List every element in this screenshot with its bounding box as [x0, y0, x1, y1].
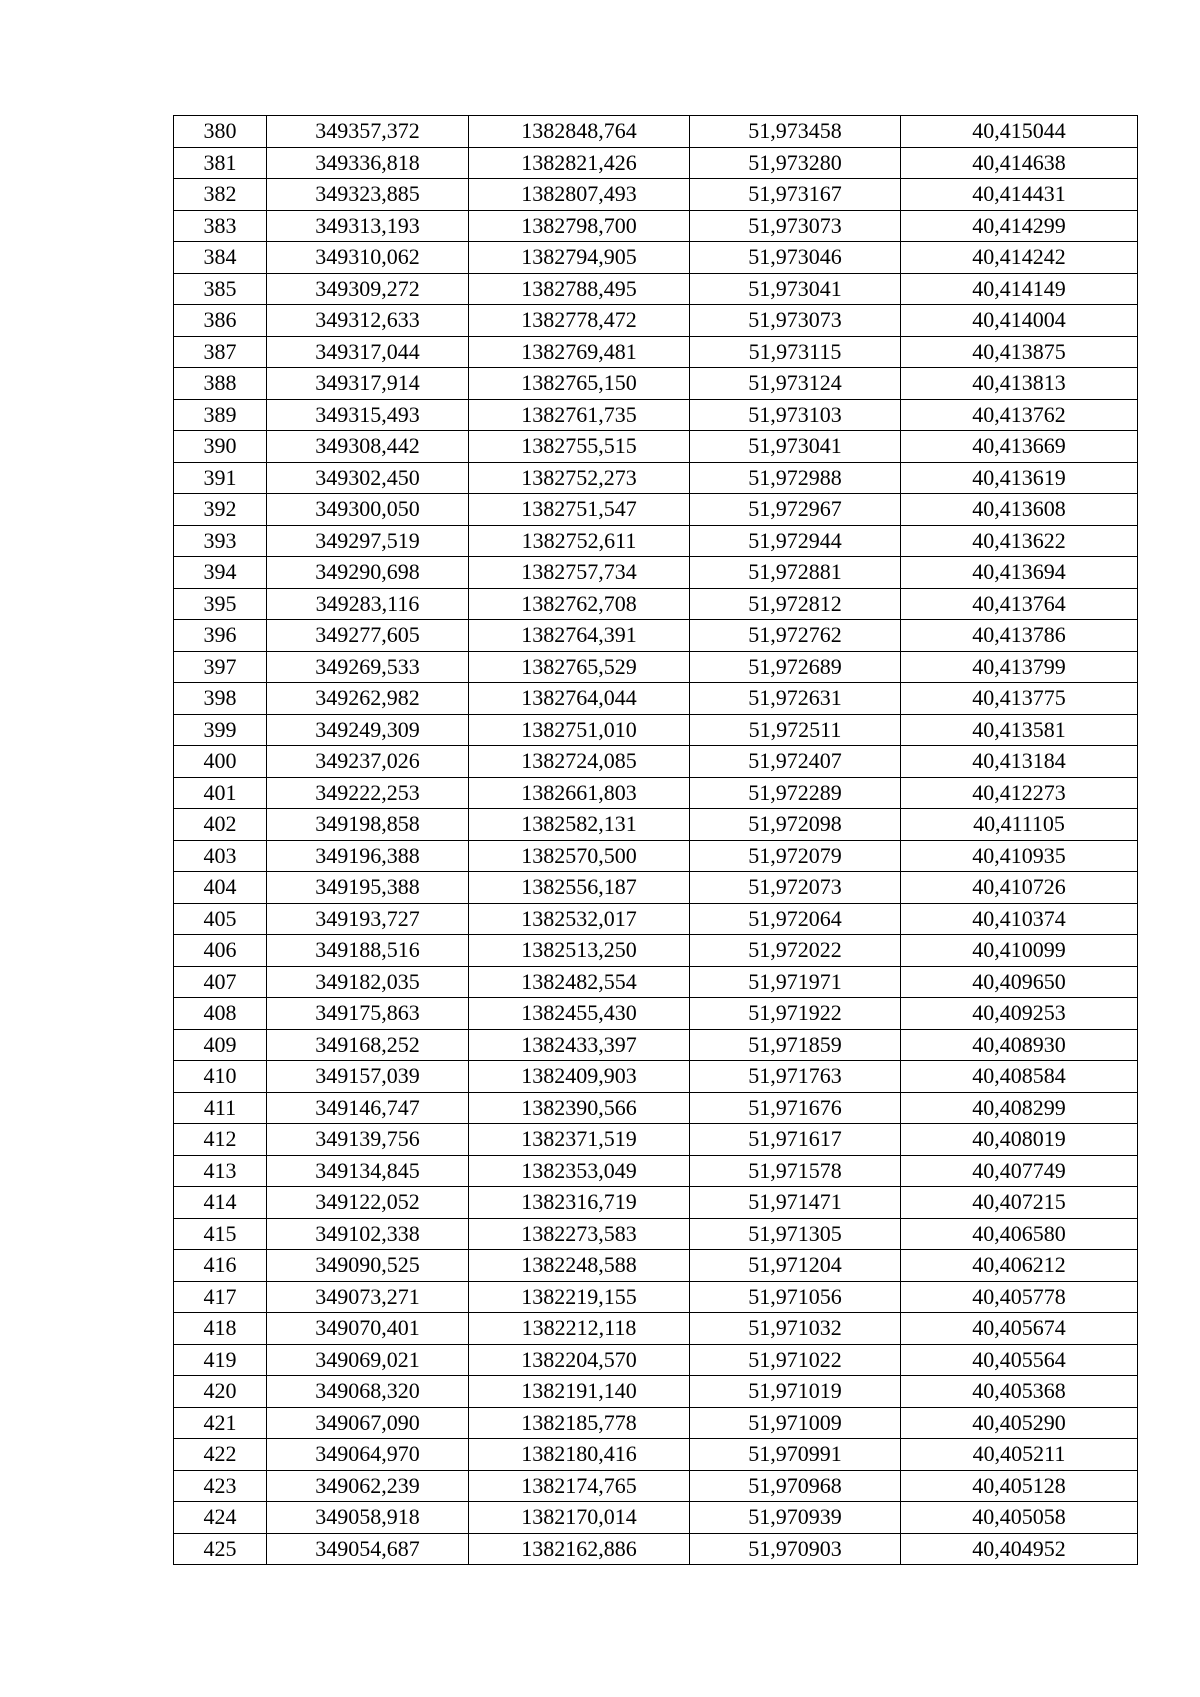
point-number-cell: 398 [174, 683, 267, 715]
y-coordinate-cell: 1382661,803 [469, 777, 690, 809]
longitude-cell: 40,407215 [901, 1187, 1138, 1219]
y-coordinate-cell: 1382353,049 [469, 1155, 690, 1187]
point-number-cell: 383 [174, 210, 267, 242]
y-coordinate-cell: 1382248,588 [469, 1250, 690, 1282]
longitude-cell: 40,414242 [901, 242, 1138, 274]
point-number-cell: 393 [174, 525, 267, 557]
table-row [174, 1376, 1138, 1408]
x-coordinate-cell: 349058,918 [267, 1502, 469, 1534]
x-coordinate-cell: 349323,885 [267, 179, 469, 211]
point-number-cell: 422 [174, 1439, 267, 1471]
table-row [174, 872, 1138, 904]
point-number-cell: 397 [174, 651, 267, 683]
y-coordinate-cell: 1382570,500 [469, 840, 690, 872]
table-row [174, 620, 1138, 652]
longitude-cell: 40,405564 [901, 1344, 1138, 1376]
point-number-cell: 388 [174, 368, 267, 400]
x-coordinate-cell: 349222,253 [267, 777, 469, 809]
table-row [174, 651, 1138, 683]
point-number-cell: 423 [174, 1470, 267, 1502]
table-row [174, 1407, 1138, 1439]
latitude-cell: 51,973458 [690, 116, 901, 148]
longitude-cell: 40,413622 [901, 525, 1138, 557]
latitude-cell: 51,972022 [690, 935, 901, 967]
y-coordinate-cell: 1382807,493 [469, 179, 690, 211]
y-coordinate-cell: 1382180,416 [469, 1439, 690, 1471]
point-number-cell: 416 [174, 1250, 267, 1282]
longitude-cell: 40,406580 [901, 1218, 1138, 1250]
table-row [174, 336, 1138, 368]
latitude-cell: 51,971617 [690, 1124, 901, 1156]
x-coordinate-cell: 349168,252 [267, 1029, 469, 1061]
x-coordinate-cell: 349317,914 [267, 368, 469, 400]
table-row [174, 683, 1138, 715]
latitude-cell: 51,972098 [690, 809, 901, 841]
point-number-cell: 414 [174, 1187, 267, 1219]
x-coordinate-cell: 349237,026 [267, 746, 469, 778]
x-coordinate-cell: 349277,605 [267, 620, 469, 652]
point-number-cell: 391 [174, 462, 267, 494]
y-coordinate-cell: 1382191,140 [469, 1376, 690, 1408]
table-row [174, 242, 1138, 274]
longitude-cell: 40,413762 [901, 399, 1138, 431]
point-number-cell: 402 [174, 809, 267, 841]
table-row [174, 305, 1138, 337]
table-row [174, 1439, 1138, 1471]
table-row [174, 777, 1138, 809]
latitude-cell: 51,971009 [690, 1407, 901, 1439]
x-coordinate-cell: 349302,450 [267, 462, 469, 494]
longitude-cell: 40,413619 [901, 462, 1138, 494]
table-row [174, 1218, 1138, 1250]
latitude-cell: 51,970991 [690, 1439, 901, 1471]
longitude-cell: 40,413184 [901, 746, 1138, 778]
latitude-cell: 51,972511 [690, 714, 901, 746]
x-coordinate-cell: 349308,442 [267, 431, 469, 463]
point-number-cell: 399 [174, 714, 267, 746]
point-number-cell: 392 [174, 494, 267, 526]
y-coordinate-cell: 1382582,131 [469, 809, 690, 841]
longitude-cell: 40,414004 [901, 305, 1138, 337]
longitude-cell: 40,408584 [901, 1061, 1138, 1093]
point-number-cell: 407 [174, 966, 267, 998]
longitude-cell: 40,413799 [901, 651, 1138, 683]
x-coordinate-cell: 349062,239 [267, 1470, 469, 1502]
point-number-cell: 384 [174, 242, 267, 274]
latitude-cell: 51,972064 [690, 903, 901, 935]
point-number-cell: 421 [174, 1407, 267, 1439]
y-coordinate-cell: 1382482,554 [469, 966, 690, 998]
x-coordinate-cell: 349175,863 [267, 998, 469, 1030]
longitude-cell: 40,414299 [901, 210, 1138, 242]
longitude-cell: 40,405290 [901, 1407, 1138, 1439]
table-row [174, 1155, 1138, 1187]
x-coordinate-cell: 349146,747 [267, 1092, 469, 1124]
latitude-cell: 51,972631 [690, 683, 901, 715]
table-row [174, 1250, 1138, 1282]
table-row [174, 809, 1138, 841]
latitude-cell: 51,971578 [690, 1155, 901, 1187]
y-coordinate-cell: 1382513,250 [469, 935, 690, 967]
y-coordinate-cell: 1382390,566 [469, 1092, 690, 1124]
x-coordinate-cell: 349070,401 [267, 1313, 469, 1345]
table-row [174, 746, 1138, 778]
longitude-cell: 40,413694 [901, 557, 1138, 589]
x-coordinate-cell: 349336,818 [267, 147, 469, 179]
y-coordinate-cell: 1382185,778 [469, 1407, 690, 1439]
x-coordinate-cell: 349195,388 [267, 872, 469, 904]
point-number-cell: 417 [174, 1281, 267, 1313]
table-row [174, 1187, 1138, 1219]
table-row [174, 1124, 1138, 1156]
y-coordinate-cell: 1382219,155 [469, 1281, 690, 1313]
x-coordinate-cell: 349134,845 [267, 1155, 469, 1187]
x-coordinate-cell: 349300,050 [267, 494, 469, 526]
table-row [174, 714, 1138, 746]
x-coordinate-cell: 349064,970 [267, 1439, 469, 1471]
point-number-cell: 386 [174, 305, 267, 337]
y-coordinate-cell: 1382798,700 [469, 210, 690, 242]
x-coordinate-cell: 349068,320 [267, 1376, 469, 1408]
y-coordinate-cell: 1382212,118 [469, 1313, 690, 1345]
longitude-cell: 40,404952 [901, 1533, 1138, 1565]
point-number-cell: 405 [174, 903, 267, 935]
longitude-cell: 40,409650 [901, 966, 1138, 998]
y-coordinate-cell: 1382764,391 [469, 620, 690, 652]
longitude-cell: 40,406212 [901, 1250, 1138, 1282]
x-coordinate-cell: 349069,021 [267, 1344, 469, 1376]
table-row [174, 273, 1138, 305]
latitude-cell: 51,971022 [690, 1344, 901, 1376]
coordinates-table-body [174, 116, 1138, 1565]
latitude-cell: 51,973041 [690, 273, 901, 305]
longitude-cell: 40,414638 [901, 147, 1138, 179]
point-number-cell: 390 [174, 431, 267, 463]
y-coordinate-cell: 1382204,570 [469, 1344, 690, 1376]
x-coordinate-cell: 349357,372 [267, 116, 469, 148]
point-number-cell: 424 [174, 1502, 267, 1534]
x-coordinate-cell: 349102,338 [267, 1218, 469, 1250]
y-coordinate-cell: 1382755,515 [469, 431, 690, 463]
table-row [174, 1470, 1138, 1502]
longitude-cell: 40,405211 [901, 1439, 1138, 1471]
y-coordinate-cell: 1382769,481 [469, 336, 690, 368]
longitude-cell: 40,410935 [901, 840, 1138, 872]
table-row [174, 935, 1138, 967]
latitude-cell: 51,973046 [690, 242, 901, 274]
x-coordinate-cell: 349317,044 [267, 336, 469, 368]
x-coordinate-cell: 349090,525 [267, 1250, 469, 1282]
latitude-cell: 51,971056 [690, 1281, 901, 1313]
longitude-cell: 40,411105 [901, 809, 1138, 841]
y-coordinate-cell: 1382788,495 [469, 273, 690, 305]
x-coordinate-cell: 349297,519 [267, 525, 469, 557]
longitude-cell: 40,414431 [901, 179, 1138, 211]
table-row [174, 840, 1138, 872]
table-row [174, 147, 1138, 179]
point-number-cell: 413 [174, 1155, 267, 1187]
y-coordinate-cell: 1382556,187 [469, 872, 690, 904]
x-coordinate-cell: 349310,062 [267, 242, 469, 274]
point-number-cell: 401 [174, 777, 267, 809]
point-number-cell: 420 [174, 1376, 267, 1408]
y-coordinate-cell: 1382751,547 [469, 494, 690, 526]
y-coordinate-cell: 1382751,010 [469, 714, 690, 746]
y-coordinate-cell: 1382170,014 [469, 1502, 690, 1534]
latitude-cell: 51,972073 [690, 872, 901, 904]
point-number-cell: 396 [174, 620, 267, 652]
longitude-cell: 40,410099 [901, 935, 1138, 967]
latitude-cell: 51,971305 [690, 1218, 901, 1250]
table-row [174, 903, 1138, 935]
y-coordinate-cell: 1382162,886 [469, 1533, 690, 1565]
latitude-cell: 51,971019 [690, 1376, 901, 1408]
y-coordinate-cell: 1382778,472 [469, 305, 690, 337]
latitude-cell: 51,971032 [690, 1313, 901, 1345]
longitude-cell: 40,405368 [901, 1376, 1138, 1408]
table-row [174, 588, 1138, 620]
latitude-cell: 51,972988 [690, 462, 901, 494]
longitude-cell: 40,412273 [901, 777, 1138, 809]
table-row [174, 1092, 1138, 1124]
point-number-cell: 380 [174, 116, 267, 148]
y-coordinate-cell: 1382794,905 [469, 242, 690, 274]
x-coordinate-cell: 349193,727 [267, 903, 469, 935]
latitude-cell: 51,972881 [690, 557, 901, 589]
x-coordinate-cell: 349283,116 [267, 588, 469, 620]
longitude-cell: 40,405778 [901, 1281, 1138, 1313]
latitude-cell: 51,973041 [690, 431, 901, 463]
longitude-cell: 40,413581 [901, 714, 1138, 746]
point-number-cell: 406 [174, 935, 267, 967]
point-number-cell: 387 [174, 336, 267, 368]
longitude-cell: 40,405674 [901, 1313, 1138, 1345]
latitude-cell: 51,971859 [690, 1029, 901, 1061]
latitude-cell: 51,973124 [690, 368, 901, 400]
longitude-cell: 40,405058 [901, 1502, 1138, 1534]
point-number-cell: 395 [174, 588, 267, 620]
point-number-cell: 394 [174, 557, 267, 589]
point-number-cell: 400 [174, 746, 267, 778]
x-coordinate-cell: 349182,035 [267, 966, 469, 998]
latitude-cell: 51,972689 [690, 651, 901, 683]
point-number-cell: 404 [174, 872, 267, 904]
longitude-cell: 40,415044 [901, 116, 1138, 148]
y-coordinate-cell: 1382757,734 [469, 557, 690, 589]
y-coordinate-cell: 1382765,529 [469, 651, 690, 683]
point-number-cell: 408 [174, 998, 267, 1030]
x-coordinate-cell: 349067,090 [267, 1407, 469, 1439]
x-coordinate-cell: 349249,309 [267, 714, 469, 746]
x-coordinate-cell: 349054,687 [267, 1533, 469, 1565]
table-row [174, 1313, 1138, 1345]
coordinates-table [173, 115, 1138, 1565]
longitude-cell: 40,408930 [901, 1029, 1138, 1061]
point-number-cell: 415 [174, 1218, 267, 1250]
table-row [174, 525, 1138, 557]
table-row [174, 1344, 1138, 1376]
latitude-cell: 51,973073 [690, 305, 901, 337]
latitude-cell: 51,972079 [690, 840, 901, 872]
latitude-cell: 51,972407 [690, 746, 901, 778]
longitude-cell: 40,413775 [901, 683, 1138, 715]
y-coordinate-cell: 1382762,708 [469, 588, 690, 620]
table-row [174, 966, 1138, 998]
latitude-cell: 51,972944 [690, 525, 901, 557]
table-row [174, 1502, 1138, 1534]
y-coordinate-cell: 1382724,085 [469, 746, 690, 778]
latitude-cell: 51,971471 [690, 1187, 901, 1219]
table-row [174, 368, 1138, 400]
x-coordinate-cell: 349139,756 [267, 1124, 469, 1156]
latitude-cell: 51,970968 [690, 1470, 901, 1502]
y-coordinate-cell: 1382316,719 [469, 1187, 690, 1219]
latitude-cell: 51,971204 [690, 1250, 901, 1282]
y-coordinate-cell: 1382409,903 [469, 1061, 690, 1093]
longitude-cell: 40,410726 [901, 872, 1138, 904]
latitude-cell: 51,971971 [690, 966, 901, 998]
point-number-cell: 389 [174, 399, 267, 431]
latitude-cell: 51,972967 [690, 494, 901, 526]
x-coordinate-cell: 349262,982 [267, 683, 469, 715]
point-number-cell: 403 [174, 840, 267, 872]
table-row [174, 557, 1138, 589]
latitude-cell: 51,971763 [690, 1061, 901, 1093]
point-number-cell: 419 [174, 1344, 267, 1376]
x-coordinate-cell: 349122,052 [267, 1187, 469, 1219]
y-coordinate-cell: 1382455,430 [469, 998, 690, 1030]
longitude-cell: 40,408019 [901, 1124, 1138, 1156]
y-coordinate-cell: 1382764,044 [469, 683, 690, 715]
table-row [174, 462, 1138, 494]
latitude-cell: 51,973073 [690, 210, 901, 242]
point-number-cell: 381 [174, 147, 267, 179]
latitude-cell: 51,972289 [690, 777, 901, 809]
y-coordinate-cell: 1382174,765 [469, 1470, 690, 1502]
table-row [174, 431, 1138, 463]
longitude-cell: 40,407749 [901, 1155, 1138, 1187]
point-number-cell: 409 [174, 1029, 267, 1061]
table-row [174, 1061, 1138, 1093]
longitude-cell: 40,413813 [901, 368, 1138, 400]
y-coordinate-cell: 1382433,397 [469, 1029, 690, 1061]
latitude-cell: 51,971676 [690, 1092, 901, 1124]
longitude-cell: 40,409253 [901, 998, 1138, 1030]
x-coordinate-cell: 349073,271 [267, 1281, 469, 1313]
x-coordinate-cell: 349269,533 [267, 651, 469, 683]
y-coordinate-cell: 1382821,426 [469, 147, 690, 179]
point-number-cell: 385 [174, 273, 267, 305]
table-row [174, 1281, 1138, 1313]
y-coordinate-cell: 1382848,764 [469, 116, 690, 148]
point-number-cell: 411 [174, 1092, 267, 1124]
y-coordinate-cell: 1382752,273 [469, 462, 690, 494]
longitude-cell: 40,413786 [901, 620, 1138, 652]
latitude-cell: 51,972812 [690, 588, 901, 620]
x-coordinate-cell: 349315,493 [267, 399, 469, 431]
point-number-cell: 425 [174, 1533, 267, 1565]
y-coordinate-cell: 1382761,735 [469, 399, 690, 431]
y-coordinate-cell: 1382273,583 [469, 1218, 690, 1250]
point-number-cell: 382 [174, 179, 267, 211]
point-number-cell: 412 [174, 1124, 267, 1156]
y-coordinate-cell: 1382532,017 [469, 903, 690, 935]
latitude-cell: 51,970903 [690, 1533, 901, 1565]
x-coordinate-cell: 349157,039 [267, 1061, 469, 1093]
latitude-cell: 51,972762 [690, 620, 901, 652]
table-row [174, 998, 1138, 1030]
longitude-cell: 40,413608 [901, 494, 1138, 526]
table-row [174, 494, 1138, 526]
latitude-cell: 51,973115 [690, 336, 901, 368]
y-coordinate-cell: 1382371,519 [469, 1124, 690, 1156]
latitude-cell: 51,973103 [690, 399, 901, 431]
x-coordinate-cell: 349312,633 [267, 305, 469, 337]
y-coordinate-cell: 1382765,150 [469, 368, 690, 400]
longitude-cell: 40,413764 [901, 588, 1138, 620]
point-number-cell: 418 [174, 1313, 267, 1345]
table-row [174, 116, 1138, 148]
longitude-cell: 40,408299 [901, 1092, 1138, 1124]
table-row [174, 1533, 1138, 1565]
table-row [174, 399, 1138, 431]
x-coordinate-cell: 349309,272 [267, 273, 469, 305]
latitude-cell: 51,971922 [690, 998, 901, 1030]
table-row [174, 1029, 1138, 1061]
x-coordinate-cell: 349196,388 [267, 840, 469, 872]
table-row [174, 179, 1138, 211]
latitude-cell: 51,973280 [690, 147, 901, 179]
x-coordinate-cell: 349188,516 [267, 935, 469, 967]
x-coordinate-cell: 349313,193 [267, 210, 469, 242]
longitude-cell: 40,413669 [901, 431, 1138, 463]
point-number-cell: 410 [174, 1061, 267, 1093]
latitude-cell: 51,973167 [690, 179, 901, 211]
longitude-cell: 40,410374 [901, 903, 1138, 935]
y-coordinate-cell: 1382752,611 [469, 525, 690, 557]
longitude-cell: 40,405128 [901, 1470, 1138, 1502]
x-coordinate-cell: 349198,858 [267, 809, 469, 841]
latitude-cell: 51,970939 [690, 1502, 901, 1534]
table-row [174, 210, 1138, 242]
longitude-cell: 40,413875 [901, 336, 1138, 368]
longitude-cell: 40,414149 [901, 273, 1138, 305]
x-coordinate-cell: 349290,698 [267, 557, 469, 589]
